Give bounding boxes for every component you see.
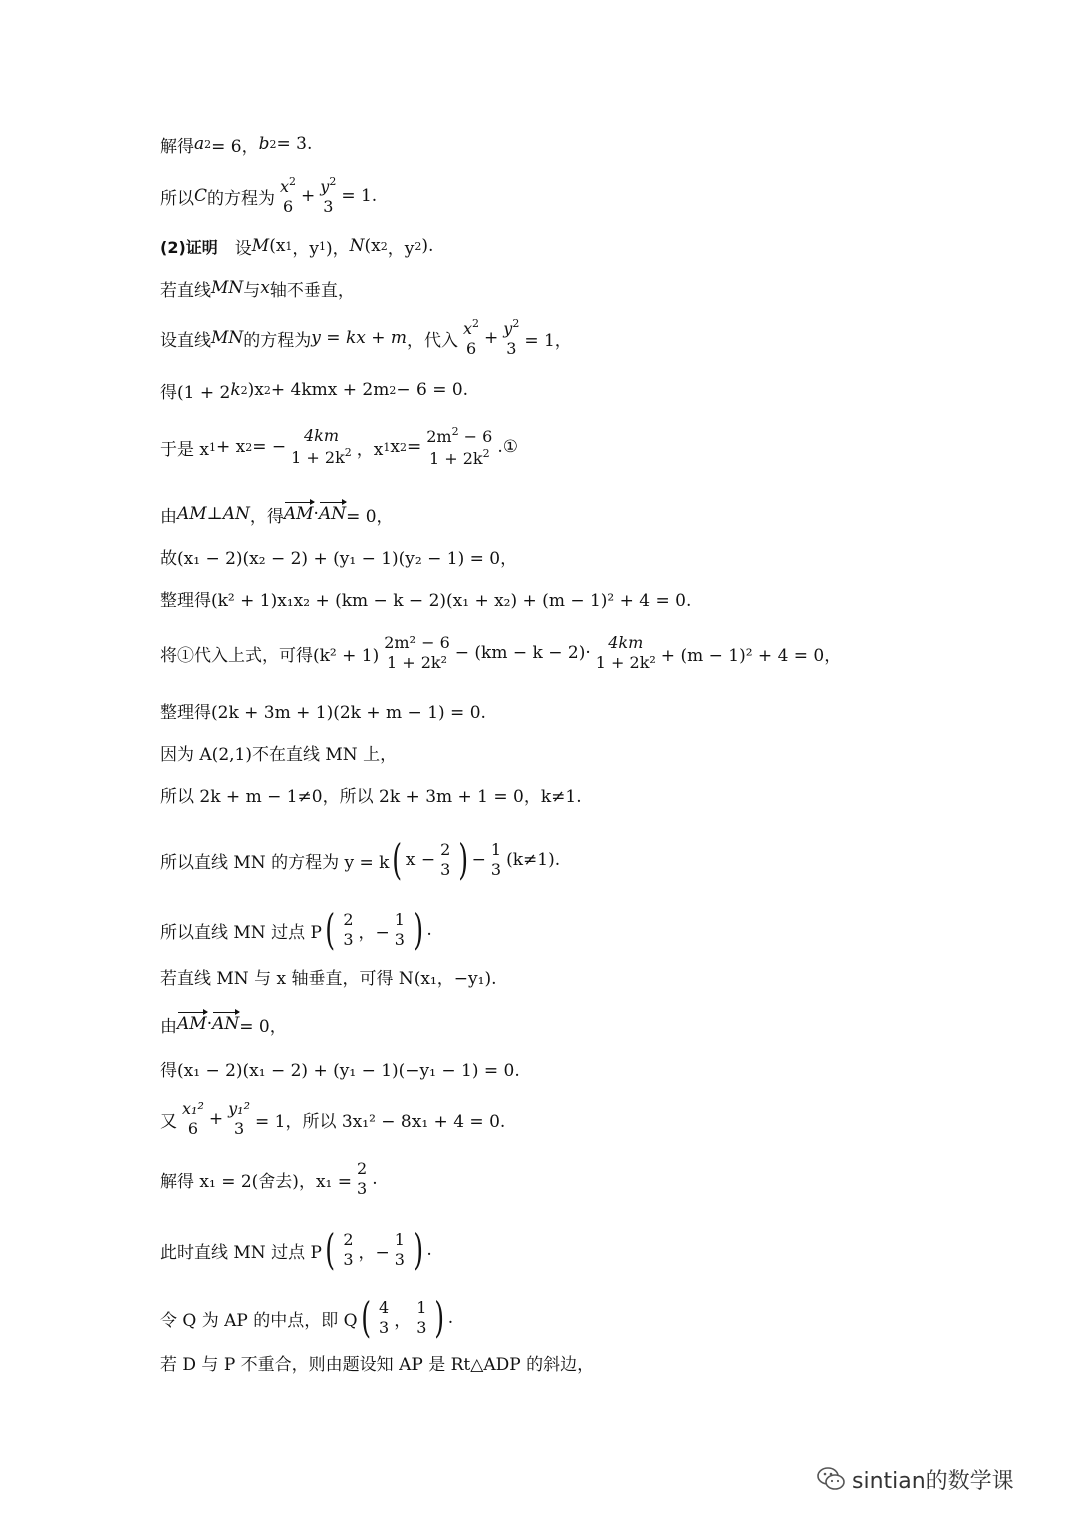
line-right-triangle: 若 D 与 P 不重合，则由题设知 AP 是 Rt△ADP 的斜边， xyxy=(160,1354,595,1375)
fraction: x₁² 6 xyxy=(182,1099,204,1138)
circled-one-marker: ① xyxy=(502,437,519,457)
line-mn-equation: 所以直线 MN 的方程为 y = k ( x − 2 3 ) − 1 3 (k≠1). xyxy=(160,835,561,884)
watermark-text: sintian的数学课 xyxy=(852,1468,1014,1494)
fraction: $x^2$ 6 xyxy=(280,175,297,216)
vector-an: AN xyxy=(318,504,347,524)
fraction: 1 3 xyxy=(416,1298,427,1337)
line-condition: 所以 2k + m − 1≠0，所以 2k + 3m + 1 = 0，k≠1. xyxy=(160,786,582,807)
line-vieta: 于是 x 1 + x 2 = − 4km $1 + 2k^2$ ，x 1 x 2 = $2m^2 - 6$ $1 + 2k^2$ . ① xyxy=(160,425,519,468)
fraction: $y^2$ 3 xyxy=(503,317,520,358)
line-ellipse-substitute: 又 x₁² 6 + y₁² 3 = 1，所以 3x₁² − 8x₁ + 4 = 0. xyxy=(160,1099,506,1138)
vector-an: AN xyxy=(212,1014,240,1034)
fraction: 2 3 xyxy=(343,1230,354,1269)
line-fixed-point-p: 所以直线 MN 过点 P ( 2 3 ，− 1 3 ) . xyxy=(160,905,432,954)
fraction: 4km $1 + 2k^2$ xyxy=(291,426,352,467)
line-factored: 整理得(2k + 3m + 1)(2k + m − 1) = 0. xyxy=(160,702,486,723)
line-quadratic: 得(1 + 2 k 2 )x 2 + 4kmx + 2m 2 − 6 = 0. xyxy=(160,380,469,403)
fraction: y₁² 3 xyxy=(228,1099,250,1138)
line-solve-a-b: 解得 a 2 = 6， b 2 = 3. xyxy=(160,134,313,157)
vector-am: AM xyxy=(283,504,314,524)
line-substitute: 将①代入上式，可得(k² + 1) 2m² − 6 1 + 2k² − (km − k − 2)· 4km 1 + 2k² + (m − 1)² + 4 = 0， xyxy=(160,633,842,672)
line-midpoint-q: 令 Q 为 AP 的中点，即 Q ( 4 3 ， 1 3 ) . xyxy=(160,1293,454,1342)
fraction: 2m² − 6 1 + 2k² xyxy=(384,633,450,672)
watermark xyxy=(816,1461,1014,1497)
line-simplified: 整理得(k² + 1)x₁x₂ + (km − k − 2)(x₁ + x₂) + (m − 1)² + 4 = 0. xyxy=(160,590,692,611)
fraction: 1 3 xyxy=(394,910,405,949)
fraction: 2 3 xyxy=(357,1159,368,1198)
line-dot-product-zero: 由 AM · AN = 0， xyxy=(160,1014,287,1037)
fraction: 4 3 xyxy=(379,1298,390,1337)
line-vertical-expanded: 得(x₁ − 2)(x₁ − 2) + (y₁ − 1)(−y₁ − 1) = 0. xyxy=(160,1060,520,1081)
fraction: $2m^2 - 6$ $1 + 2k^2$ xyxy=(426,425,493,468)
line-dot-product-expanded: 故(x₁ − 2)(x₂ − 2) + (y₁ − 1)(y₂ − 1) = 0， xyxy=(160,548,518,569)
line-passes-p: 此时直线 MN 过点 P ( 2 3 ，− 1 3 ) . xyxy=(160,1225,432,1274)
fraction: 4km 1 + 2k² xyxy=(595,633,656,672)
fraction: $x^2$ 6 xyxy=(463,317,480,358)
fraction: 1 3 xyxy=(490,840,502,879)
fraction: $y^2$ 3 xyxy=(320,175,337,216)
line-proof-setup: (2)证明 设 M (x 1 ，y 1 )， N (x 2 ，y 2 ). xyxy=(160,236,434,259)
vector-am: AM xyxy=(177,1014,207,1034)
line-perpendicular: 由 AM ⊥ AN ，得 AM · AN = 0， xyxy=(160,504,394,527)
fraction: 2 3 xyxy=(440,840,451,879)
line-case-not-vertical: 若直线 MN 与 x 轴不垂直， xyxy=(160,278,355,301)
fraction: 1 3 xyxy=(394,1230,405,1269)
line-line-equation: 设直线 MN 的方程为 y = kx + m ，代入 $x^2$ 6 + $y^2$ 3 = 1， xyxy=(160,317,572,358)
line-a-not-on-mn: 因为 A(2,1)不在直线 MN 上， xyxy=(160,744,398,765)
fraction: 2 3 xyxy=(343,910,354,949)
line-ellipse-equation: 所以 C 的方程为 $x^2$ 6 + $y^2$ 3 = 1. xyxy=(160,175,378,216)
line-case-vertical: 若直线 MN 与 x 轴垂直，可得 N(x₁，−y₁). xyxy=(160,968,497,989)
line-solve-x1: 解得 x₁ = 2(舍去)，x₁ = 2 3 . xyxy=(160,1159,378,1198)
wechat-icon xyxy=(816,1465,846,1493)
